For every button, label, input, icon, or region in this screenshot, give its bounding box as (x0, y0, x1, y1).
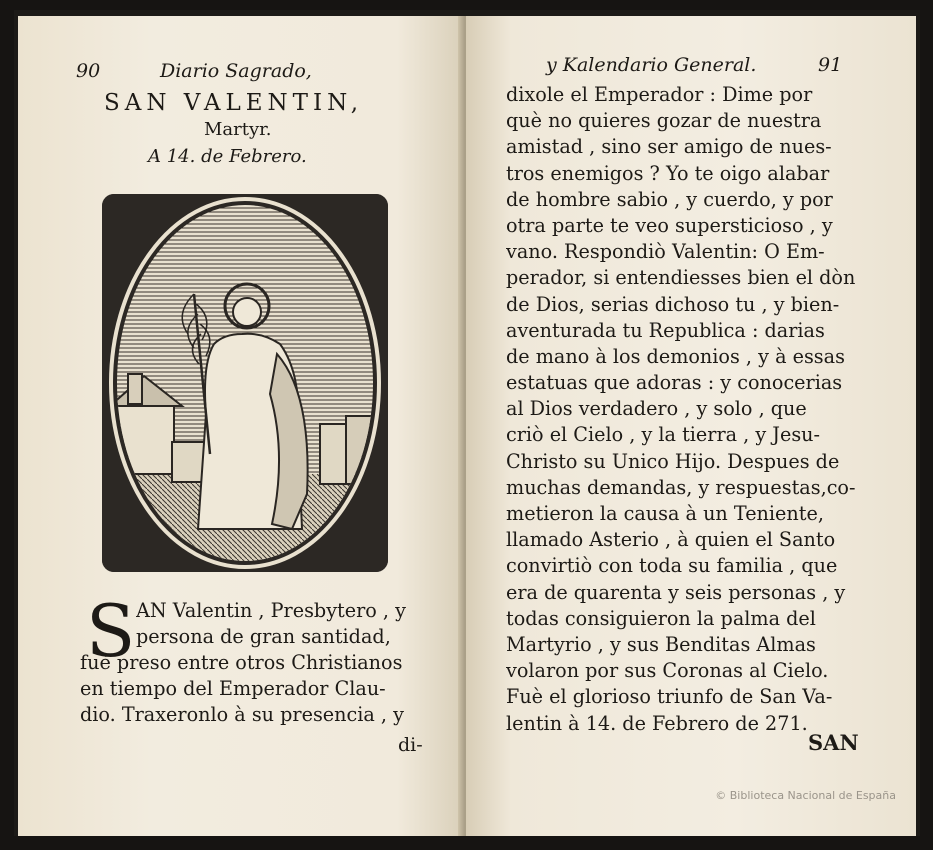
right-body-line: Christo su Unico Hijo. Despues de (506, 449, 840, 473)
drop-cap-letter: S (86, 589, 136, 673)
right-body-line: volaron por sus Coronas al Cielo. (506, 659, 829, 683)
left-body-lines-rest (80, 650, 404, 729)
right-body-line: de hombre sabio , y cuerdo, y por (506, 187, 833, 211)
left-page (18, 16, 464, 836)
left-body-line: en tiempo del Emperador Clau- (80, 677, 386, 701)
right-body-line: otra parte te veo supersticioso , y (506, 213, 833, 237)
right-body-line: Martyrio , y sus Benditas Almas (506, 632, 816, 656)
right-body-line: criò el Cielo , y la tierra , y Jesu- (506, 423, 821, 447)
woodcut-svg (102, 194, 388, 572)
left-body-line: AN Valentin , Presbytero , y (136, 599, 406, 622)
left-body-line: fuè preso entre otros Christianos (80, 651, 403, 674)
left-body-line-2 (136, 624, 391, 650)
right-page-number: 91 (818, 54, 843, 76)
saint-title: SAN VALENTIN, (104, 90, 364, 116)
book-spread (14, 10, 920, 836)
right-body-line: què no quieres gozar de nuestra (506, 109, 822, 133)
right-body-line: lentin à 14. de Febrero de 271. (506, 711, 808, 735)
right-body-text (506, 82, 855, 737)
right-catchword: SAN (808, 730, 859, 755)
right-body-line: de Dios, serias dichoso tu , y bien- (506, 292, 840, 316)
right-body-line: todas consiguieron la palma del (506, 606, 816, 630)
library-credit: © Biblioteca Nacional de España (715, 789, 896, 802)
right-body-line: al Dios verdadero , y solo , que (506, 397, 807, 421)
right-body-line: metieron la causa à un Teniente, (506, 502, 824, 525)
left-body-line: persona de gran santidad, (136, 625, 391, 648)
right-body-line: de mano à los demonios , y à essas (506, 344, 845, 368)
right-body-line: vano. Respondiò Valentin: O Em- (506, 240, 825, 264)
right-body-line: Fuè el glorioso triunfo de San Va- (506, 685, 833, 709)
left-catchword: di- (398, 734, 423, 756)
right-body-line: era de quarenta y seis personas , y (506, 580, 846, 604)
left-body-line: dio. Traxeronlo à su presencia , y (80, 703, 404, 727)
right-running-head: y Kalendario General. (546, 54, 757, 76)
left-running-head: Diario Sagrado, (160, 60, 312, 82)
left-body-line-1 (136, 598, 406, 624)
right-body-line: amistad , sino ser amigo de nues- (506, 135, 832, 159)
saint-woodcut-illustration (102, 194, 388, 572)
right-body-line: convirtiò con toda su familia , que (506, 554, 838, 578)
right-page (466, 16, 916, 836)
right-body-line: aventurada tu Republica : darias (506, 318, 825, 342)
right-body-line: estatuas que adoras : y conocerias (506, 371, 843, 395)
right-body-line: muchas demandas, y respuestas,co- (506, 475, 856, 499)
feast-date: A 14. de Febrero. (148, 146, 307, 167)
right-body-line: tros enemigos ? Yo te oigo alabar (506, 161, 830, 185)
saint-subtitle: Martyr. (204, 119, 272, 140)
right-body-line: perador, si entendiesses bien el dòn (506, 266, 856, 290)
left-page-number: 90 (76, 60, 101, 82)
right-body-line: dixole el Emperador : Dime por (506, 83, 813, 106)
right-body-line: llamado Asterio , à quien el Santo (506, 528, 836, 552)
